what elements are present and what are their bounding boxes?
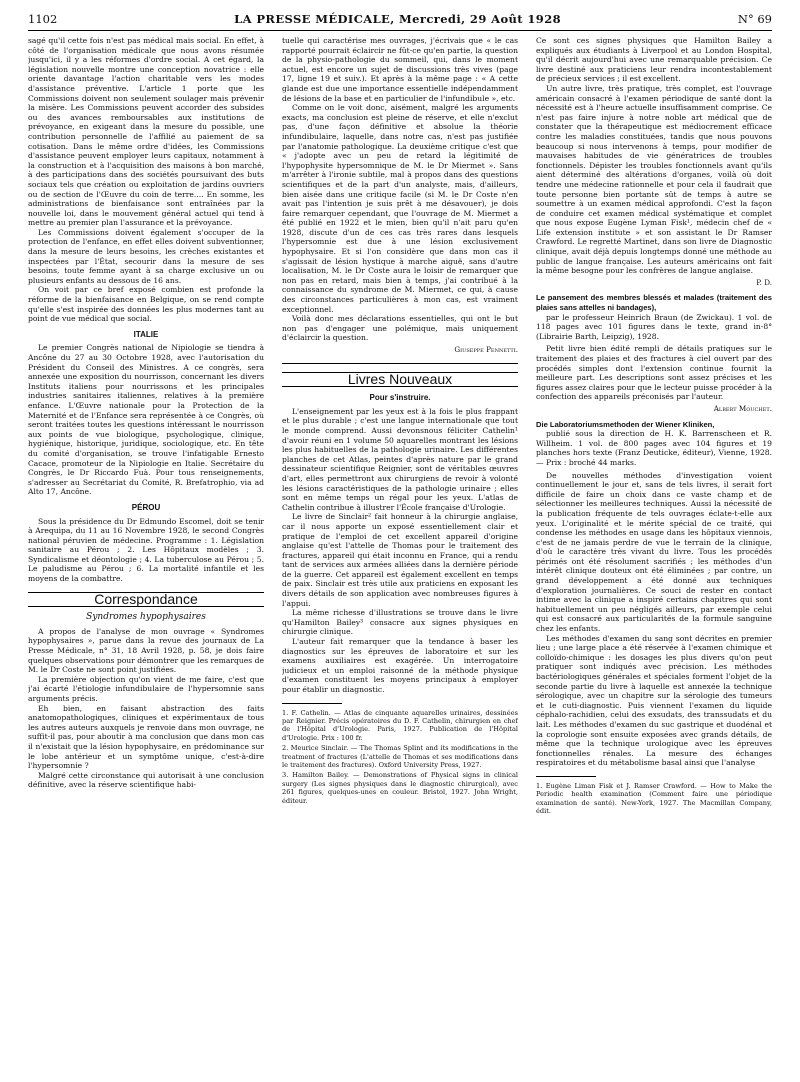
journal-title: LA PRESSE MÉDICALE, Mercredi, 29 Août 1928	[234, 12, 562, 26]
subheading: Pour s'instruire.	[369, 393, 431, 403]
paragraph: L'auteur fait remarquer que la tendance à baser les diagnostics sur les épreuves de laboratoire et sur les examens auxiliaires est exagérée. Un interrogatoire judicieux et un emploi raisonné de la méthode physique d'examen constituent les moyens principaux à employer pour établir un diagnostic.	[282, 637, 518, 694]
paragraph: L'enseignement par les yeux est à la fois le plus frappant et le plus durable ; c'est une langue internationale que tout le monde comprend. Aussi devonsnous féliciter Cathelin¹ d'avoir réuni en 1 volume 50 aquarelles montrant les lésions les plus habituelles de la pathologie urinaire. Les différentes planches de cet Atlas, peintes d'après nature par le grand dessinateur scientifique Reignier, sont de véritables œuvres d'art, elles permettront aux chirurgiens de revoir à volonté les lésions caractéristiques de la pathologie urinaire ; elles sont en même temps un régal pour les yeux. L'atlas de Cathelin contribue à illustrer l'École française d'Urologie.	[282, 406, 518, 512]
paragraph: Eh bien, en faisant abstraction des faits anatomopathologiques, cliniques et expérimentaux de tous les autres auteurs auxquels je renvoie dans mon ouvrage, ne suffit-il pas, pour aboutir à ma conclusion que dans mon cas il n'existait que la lésion hypophysaire, en prédominance sur le lobe antérieur et un symptôme unique, c'est-à-dire l'hypersomnie ?	[28, 703, 264, 771]
paragraph: Les Commissions doivent également s'occuper de la protection de l'enfance, en effet elles doivent subventionner, dans la mesure de leurs besoins, les crèches existantes et inspectées par l'État, secourir dans la mesure de ses besoins, toute femme ayant à sa charge exclusive un ou plusieurs enfants au dessous de 16 ans.	[28, 227, 264, 285]
paragraph: De nouvelles méthodes d'investigation voient continuellement le jour et, sans de tels livres, il serait fort difficile de faire un choix dans ce vaste champ et de sélectionner les meilleures techniques. Aussi la nécessité de la publication fréquente de tels ouvrages éclate-t-elle aux yeux. L'originalité et le mérite spécial de ce traité, qui condense les méthodes en usage dans les hôpitaux viennois, c'est de ne jamais perdre de vue le terrain de la clinique, d'où le caractère très vivant du livre. Tous les procédés périmés ont été résolument sacrifiés ; les méthodes d'un intérêt clinique douteux ont été éliminées ; par contre, un grand développement a été donné aux techniques d'exploration journalières. Ce souci de rester en contact intime avec la clinique a inspiré certains chapitres qui sont habituellement un peu négligés ailleurs, par exemple celui qui est consacré aux particularités de la formule sanguine chez les enfants.	[536, 470, 772, 634]
column-3	[536, 36, 772, 1076]
paragraph: Un autre livre, très pratique, très complet, est l'ouvrage américain consacré à l'examen périodique de santé dont la nécessité est à l'heure actuelle insuffisamment comprise. Ce n'est pas faire injure à notre noble art médical que de constater que la thérapeutique est médiocrement efficace contre les maladies constituées, tandis que nous pouvons beaucoup si nous intervenons à temps, pour modifier de mauvaises habitudes de vie génératrices de troubles fonctionnels. Dépister les troubles fonctionnels avant qu'ils aient déterminé des altérations d'organes, voilà où doit tendre une médecine rationnelle et pour cela il faudrait que toute personne bien portante sût de temps à autre se soumettre à un examen médical approfondi. C'est la façon de conduire cet examen médical systématique et complet que nous expose Eugène Lyman Fisk¹, médecin chef de « Life extension institute » et son assistant le Dr Ramser Crawford. Le regretté Martinet, dans son livre de Diagnostic clinique, avait déjà depuis longtemps donné une méthode au public de langue française. Les auteurs américains ont fait la même besogne pour les confrères de langue anglaise.	[536, 83, 772, 276]
footnotes	[536, 782, 772, 816]
paragraph: On voit par ce bref exposé combien est profonde la réforme de la bienfaisance en Belgique, on se rend compte qu'elle s'est inspirée des données les plus modernes tant au point de vue médical que social.	[28, 285, 264, 324]
book-title: Le pansement des membres blessés et malades (traitement des plaies sans attelles ni bandages),	[536, 293, 772, 313]
footnote: 1. F. Cathelin. — Atlas de cinquante aquarelles urinaires, dessinées par Reignier. Précis opératoires du D. F. Cathelin, chirurgien en chef de l'Hôpital d'Urologie. Paris, 1927. Publication de l'Hôpital d'Urologie. Prix : 100 fr.	[282, 708, 518, 742]
article-columns	[28, 36, 772, 1076]
footnote: 1. Eugène Liman Fisk et J. Ramser Crawford. — How to Make the Periodic health examination (Comment faire une périodique examination de santé). New-York, 1927. The Macmillan Company, édit.	[536, 781, 772, 816]
book-title: Die Laboratoriumsmethoden der Wiener Kliniken,	[536, 419, 715, 429]
paragraph: Le premier Congrès national de Nipiologie se tiendra à Ancône du 27 au 30 Octobre 1928, avec l'autorisation du Président du Conseil des Ministres. A ce congrès, sera annexée une exposition du nourrisson, concernant les divers Instituts italiens pour nourrissons et les principales industries sanitaires italiennes, relatives à la première enfance. L'Œuvre nationale pour la Protection de la Maternité et de l'Enfance sera représentée à ce Congrès, où seront traitées toutes les questions intéressant le nourrisson aux points de vue biologique, psychologique, clinique, hygiénique, historique, juridique, sociologique, etc. En tête du comité d'organisation, se trouve l'infatigable Ernesto Cacace, promoteur de la Nipiologie en Italie. Secrétaire du Congrès, le Dr Riccardo Fuà. Pour tous renseignements, s'adresser au Secrétariat du Comité, R. Brefatrophio, via ad Alto 17, Ancône.	[28, 343, 264, 497]
paragraph: Le livre de Sinclair² fait honneur à la chirurgie anglaise, car il nous apporte un exposé essentiellement clair et pratique de l'emploi de cet excellent appareil d'origine anglaise qu'est l'attelle de Thomas pour le traitement des fractures, appareil qui était inconnu en France, qui a rendu tant de services aux armées alliées dans la dernière période de la guerre. Cet appareil est également excellent en temps de paix. Sinclair est très utile aux praticiens en exposant les divers détails de son application avec nombreuses figures à l'appui.	[282, 512, 518, 608]
paragraph: tuelle qui caractérise mes ouvrages, j'écrivais que « le cas rapporté pourrait éclaircir ne fût-ce qu'en partie, la question de la physio-pathologie du sommeil, qui, dans le moment actuel, est encore un sujet de discussions très vives (page 17, ligne 19 et suiv.). Et après à la même page : « A cette glande est due une importance essentielle indépendamment de lésions de la base et en particulier de l'infundibule », etc.	[282, 36, 518, 103]
footnote-divider	[536, 776, 596, 777]
footnote: 3. Hamilton Bailey. — Demonstrations of Physical signs in clinical surgery (Les signes physiques dans le diagnostic chirurgical), avec 261 figures, quelques-unes en couleur. Bristol, 1927. John Wright, éditeur.	[282, 771, 518, 805]
paragraph: Voilà donc mes déclarations essentielles, qui ont le but non pas d'engager une polémique, mais uniquement d'éclaircir la question.	[282, 314, 518, 343]
page-number: 1102	[28, 12, 58, 26]
paragraph: A propos de l'analyse de mon ouvrage « Syndromes hypophysaires », parue dans la revue des journaux de La Presse Médicale, n° 31, 18 Avril 1928, p. 58, je dois faire quelques observations pour démontrer que les remarques de M. le Dr Coste ne sont point justifiées.	[28, 626, 264, 675]
signature: Albert Mouchet.	[713, 403, 772, 413]
footnote: 2. Meurice Sinclair. — The Thomas Splint and its modifications in the treatment of fractures (L'attelle de Thomas et ses modifications dans le traitement des fractures). Oxford University Press, 1927.	[282, 744, 518, 770]
section-heading-livres: Livres Nouveaux	[282, 372, 518, 388]
book-meta: publié sous la direction de H. K. Barrenscheen et R. Willheim. 1 vol. de 800 pages avec 104 figures et 19 planches hors texte (Franz Deuticke, éditeur), Vienne, 1928. — Prix : broché 44 marks.	[536, 429, 772, 467]
paragraph: Les méthodes d'examen du sang sont décrites en premier lieu ; une large place a été réservée à l'examen chimique et colloïdo-chimique : les dosages les plus divers qu'on peut pratiquer sont indiqués avec précision. Les méthodes bactériologiques générales et spéciales forment l'objet de la seconde partie du livre à laquelle est annexée la technique sérologique, avec un chapitre sur la sérologie des tumeurs et le cuti-diagnostic. Puis viennent l'examen du liquide céphalo-rachidien, celui des exsudats, des transsudats et du lait. Les méthodes d'examen du suc gastrique et duodénal et la coprologie sont ensuite exposées avec grands détails, de même que la technique urologique avec les épreuves fonctionnelles rénales. La mesure des échanges respiratoires et du métabolisme basal ainsi que l'analyse	[536, 633, 772, 768]
column-1	[28, 36, 264, 1076]
signature: Giuseppe Pennetti.	[454, 345, 518, 354]
paragraph: La même richesse d'illustrations se trouve dans le livre qu'Hamilton Bailey³ consacre aux signes physiques en chirurgie clinique.	[282, 608, 518, 637]
book-meta: par le professeur Heinrich Braun (de Zwickau). 1 vol. de 118 pages avec 101 figures dans le texte, grand in-8° (Librairie Barth, Leipzig), 1928.	[536, 312, 772, 341]
section-heading-italie: ITALIE	[133, 329, 159, 339]
footnote-divider	[282, 703, 342, 704]
subheading: Syndromes hypophysaires	[86, 612, 206, 623]
divider	[282, 363, 518, 364]
section-heading-correspondance: Correspondance	[28, 592, 264, 608]
issue-number: N° 69	[737, 12, 772, 26]
page-header	[28, 8, 772, 31]
signature: P. D.	[756, 277, 772, 287]
paragraph: La première objection qu'on vient de me faire, c'est que j'ai écarté l'étiologie infundibulaire de l'hypersomnie sans arguments précis.	[28, 674, 264, 703]
column-2	[282, 36, 518, 1076]
paragraph: Comme on le voit donc, aisément, malgré les arguments exacts, ma conclusion est pleine de réserve, et elle n'exclut pas, d'une façon définitive et absolue la théorie infundibulaire, laquelle, dans notre cas, n'est pas justifiée par l'anatomie pathologique. La deuxième critique c'est que « j'adopte avec un peu de retard la légitimité de l'hypophysite hypersomnique de M. le Dr Miermet ». Sans m'arrêter à l'ironie subtile, mal à propos dans des questions scientifiques et de la part d'un analyste, mais, d'ailleurs, bien aisée dans une critique facile (si M. le Dr Coste n'en avait pas l'intention je suis prêt à me désavouer), je dois faire remarquer cependant, que l'ouvrage de M. Miermet a été publié en 1922 et le mien, bien qu'il n'ait paru qu'en 1928, discute d'un de ces cas très rares dans lesquels l'hypersomnie est due à une lésion exclusivement hypophysaire. Et si l'on considère que dans mon cas il s'agissait de lésion hystique à marche aiguë, sans d'autre localisation, M. le Dr Coste aura le loisir de remarquer que non pas en retard, mais bien à temps, j'ai contribué à la connaissance du syndrome de M. Miermet, ce qui, à cause des circonstances particulières à mon cas, est vraiment exceptionnel.	[282, 103, 518, 314]
section-heading-perou: PÉROU	[131, 502, 161, 512]
paragraph: Ce sont ces signes physiques que Hamilton Bailey a expliqués aux étudiants à Liverpool et au London Hospital, qu'il décrit aujourd'hui avec une remarquable précision. Ce livre destiné aux praticiens leur rendra incontestablement de précieux services ; il est excellent.	[536, 36, 772, 84]
paragraph: Sous la présidence du Dr Edmundo Escomel, doit se tenir à Arequipa, du 11 au 16 Novembre 1928, le second Congrès national péruvien de médecine. Programme : 1. Législation sanitaire au Pérou ; 2. Les Hôpitaux modèles ; 3. Syndicalisme et déontologie ; 4. La tuberculose au Pérou ; 5. Le paludisme au Pérou ; 6. La mortalité infantile et les moyens de la combattre.	[28, 516, 264, 584]
footnotes	[282, 709, 518, 805]
paragraph: Petit livre bien édité rempli de détails pratiques sur le traitement des plaies et des fractures à ciel ouvert par des procédés simples dont l'extension continue fournit la meilleure part. Les descriptions sont assez précises et les figures assez claires pour que le lecteur puisse procéder à la confection des appareils préconisés par l'auteur.	[536, 344, 772, 402]
paragraph: Malgré cette circonstance qui autorisait à une conclusion définitive, avec la réserve scientifique habi-	[28, 770, 264, 790]
paragraph: sagé qu'il cette fois n'est pas médical mais social. En effet, à côté de l'organisation médicale que nous avons résumée jusqu'ici, il y a les réformes d'ordre social. A cet égard, la législation nouvelle montre une conception novatrice : elle oriente davantage l'action charitable vers les modes d'assistance préventive. L'article 1 porte que les Commissions doivent non seulement soulager mais prévenir la misère. Les Commissions peuvent accorder des subsides ou des avances remboursables aux institutions de prévoyance, en exigeant dans la mesure du possible, une contribution personnelle de l'affilié au paiement de sa cotisation. Dans le même ordre d'idées, les Commissions d'assistance peuvent employer leurs capitaux, notamment à la construction et à l'acquisition des maisons à bon marché, à des participations dans des sociétés poursuivant des buts sociaux tels que création ou exploitation de jardins ouvriers ou de section de l'Œuvre du coin de terre.... En somme, les administrations de bienfaisance sont entraînées par la nouvelle loi, dans le mouvement général actuel qui tend à mettre au premier plan l'assurance et la prévoyance.	[28, 36, 264, 228]
